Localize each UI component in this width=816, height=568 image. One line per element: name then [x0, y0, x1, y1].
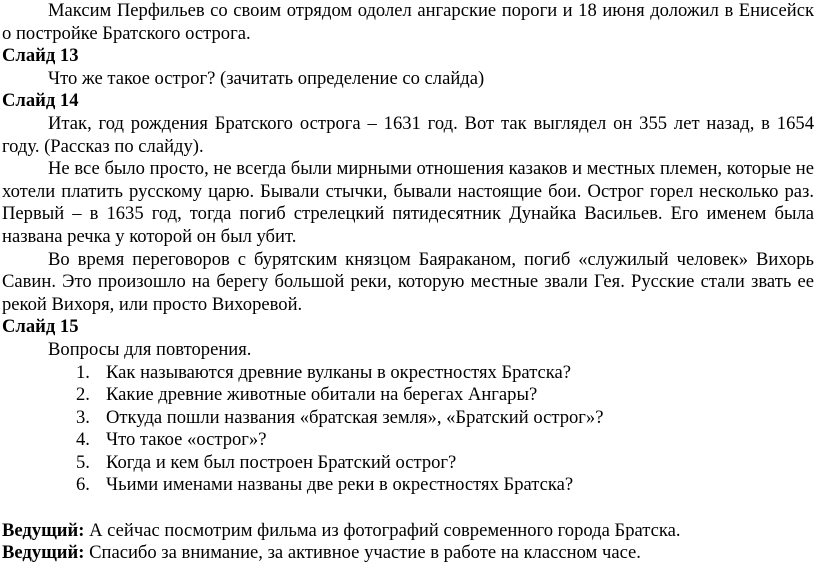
slide-15-intro: Вопросы для повторения.	[48, 338, 252, 360]
list-item	[2, 452, 814, 475]
review-questions-list	[2, 362, 814, 498]
list-item-text: Чьими именами названы две реки в окрестностях Братска?	[106, 474, 574, 496]
paragraph-intro: Максим Перфильев со своим отрядом одолел ангарские пороги и 18 июня доложил в Енисейск о постройке Братского острога.	[2, 0, 814, 44]
slide-13-heading: Слайд 13	[2, 45, 79, 67]
list-item-number: 5.	[76, 451, 90, 473]
list-item-text: Когда и кем был построен Братский острог?	[106, 451, 457, 473]
speaker-label: Ведущий:	[2, 542, 85, 564]
spacer	[2, 497, 814, 520]
slide-15-heading: Слайд 15	[2, 316, 79, 338]
closing-text: Спасибо за внимание, за активное участие в работе на классном часе.	[84, 542, 641, 564]
speaker-label: Ведущий:	[2, 519, 85, 541]
closing-text: А сейчас посмотрим фильма из фотографий современного города Братска.	[84, 519, 681, 541]
slide-14-paragraph-3: Во время переговоров с бурятским князцом Баяраканом, погиб «служилый человек» Вихорь Савин. Это произошло на берегу большой реки, которую местные звали Гея. Русские стали звать ее рекой Вихоря, или просто Вихоревой.	[2, 248, 814, 315]
slide-13-text: Что же такое острог? (зачитать определение со слайда)	[48, 67, 485, 89]
closing-line-2	[2, 542, 814, 565]
list-item	[2, 474, 814, 497]
list-item-text: Откуда пошли названия «братская земля», «Братский острог»?	[106, 406, 604, 428]
list-item	[2, 384, 814, 407]
list-item-number: 1.	[76, 361, 90, 383]
slide-14-paragraph-1: Итак, год рождения Братского острога – 1631 год. Вот так выглядел он 355 лет назад, в 1654 году. (Рассказ по слайду).	[2, 112, 814, 157]
list-item	[2, 407, 814, 430]
list-item-number: 6.	[76, 474, 90, 496]
list-item-number: 3.	[76, 406, 90, 428]
slide-14-paragraph-2: Не все было просто, не всегда были мирными отношения казаков и местных племен, которые не хотели платить русскому царю. Бывали стычки, бывали настоящие бои. Острог горел несколько раз. Первый – в 1635 год, тогда погиб стрелецкий пятидесятник Дунайка Васильев. Его именем была названа речка у которой он был убит.	[2, 158, 814, 247]
slide-14-heading: Слайд 14	[2, 90, 79, 112]
list-item-number: 4.	[76, 429, 90, 451]
list-item-text: Как называются древние вулканы в окрестностях Братска?	[106, 361, 572, 383]
list-item-number: 2.	[76, 384, 90, 406]
list-item-text: Какие древние животные обитали на берегах Ангары?	[106, 384, 538, 406]
closing-line-1	[2, 520, 814, 543]
list-item	[2, 362, 814, 385]
list-item	[2, 429, 814, 452]
list-item-text: Что такое «острог»?	[106, 429, 267, 451]
